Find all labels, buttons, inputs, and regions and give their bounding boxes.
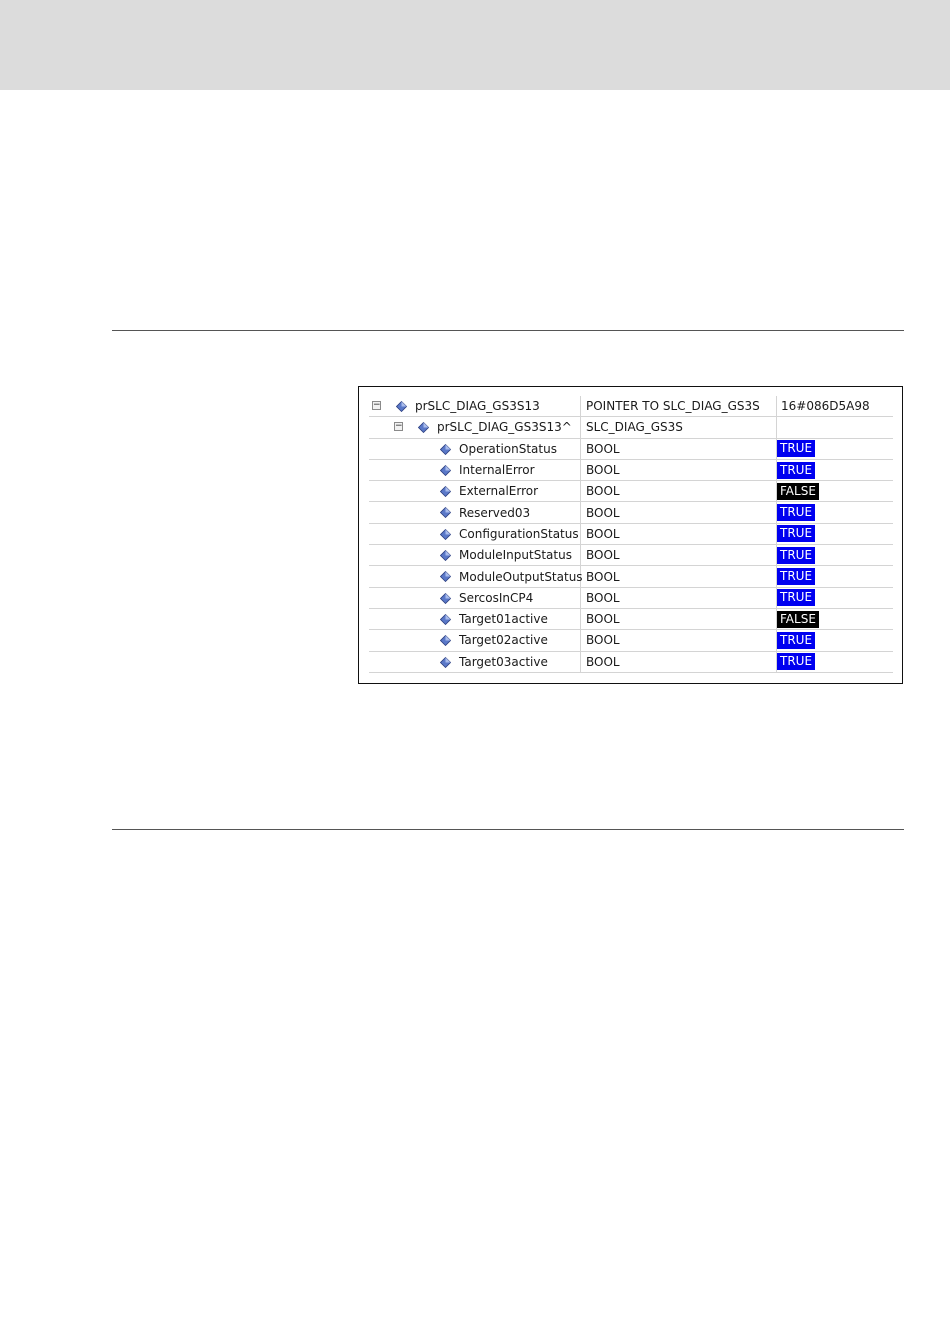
variable-diamond-icon <box>440 465 451 476</box>
bool-value-badge[interactable]: TRUE <box>777 589 815 606</box>
bool-value-badge[interactable]: FALSE <box>777 483 819 500</box>
name-cell <box>369 566 581 586</box>
variable-name: SercosInCP4 <box>459 590 534 605</box>
variable-row-root[interactable] <box>369 396 893 417</box>
section-divider-bottom <box>112 829 904 830</box>
bool-value-badge[interactable]: TRUE <box>777 568 815 585</box>
name-cell <box>369 630 581 650</box>
variable-name: Target03active <box>459 654 548 669</box>
variable-name: prSLC_DIAG_GS3S13^ <box>437 420 572 435</box>
value-cell[interactable] <box>777 460 893 480</box>
value-cell[interactable] <box>777 481 893 501</box>
variable-diamond-icon <box>440 444 451 455</box>
bool-value-badge[interactable]: TRUE <box>777 440 815 457</box>
variable-row-field[interactable] <box>369 588 893 609</box>
name-cell <box>369 439 581 459</box>
collapse-toggle-icon[interactable]: − <box>373 400 381 410</box>
value-cell[interactable] <box>777 630 893 650</box>
variable-row-field[interactable] <box>369 652 893 673</box>
type-cell: BOOL <box>581 439 777 459</box>
type-cell: SLC_DIAG_GS3S <box>581 417 777 437</box>
variable-name: ExternalError <box>459 484 539 499</box>
section-divider-top <box>112 330 904 331</box>
name-cell <box>369 609 581 629</box>
variable-diamond-icon <box>418 422 429 433</box>
struct-field-list <box>369 439 893 673</box>
value-cell: 16#086D5A98 <box>781 399 870 414</box>
variable-row-field[interactable] <box>369 481 893 502</box>
variable-name: ModuleOutputStatus <box>459 569 583 584</box>
name-cell <box>369 460 581 480</box>
variable-diamond-icon <box>440 635 451 646</box>
variable-name: Target02active <box>459 633 548 648</box>
variable-grid <box>369 396 893 673</box>
page-header-band <box>0 0 950 90</box>
variable-diamond-icon <box>440 507 451 518</box>
variable-diamond-icon <box>440 486 451 497</box>
variable-name: ModuleInputStatus <box>459 548 572 563</box>
variable-name: ConfigurationStatus <box>459 526 579 541</box>
bool-value-badge[interactable]: TRUE <box>777 547 815 564</box>
variable-row-field[interactable] <box>369 524 893 545</box>
variable-diamond-icon <box>440 571 451 582</box>
variable-row-field[interactable] <box>369 502 893 523</box>
bool-value-badge[interactable]: FALSE <box>777 611 819 628</box>
name-cell <box>369 524 581 544</box>
value-cell[interactable] <box>777 502 893 522</box>
variable-watch-panel <box>358 386 903 684</box>
type-cell: BOOL <box>581 609 777 629</box>
variable-row-field[interactable] <box>369 609 893 630</box>
value-cell[interactable] <box>777 588 893 608</box>
variable-name: Reserved03 <box>459 505 531 520</box>
variable-name: InternalError <box>459 463 535 478</box>
variable-diamond-icon <box>396 401 407 412</box>
type-cell: BOOL <box>581 652 777 672</box>
name-cell <box>369 417 581 437</box>
value-cell[interactable] <box>777 439 893 459</box>
variable-name: OperationStatus <box>459 441 557 456</box>
value-cell[interactable] <box>777 524 893 544</box>
variable-name: prSLC_DIAG_GS3S13 <box>415 399 540 414</box>
variable-row-field[interactable] <box>369 630 893 651</box>
bool-value-badge[interactable]: TRUE <box>777 653 815 670</box>
type-cell: BOOL <box>581 481 777 501</box>
type-cell: BOOL <box>581 460 777 480</box>
name-cell <box>369 481 581 501</box>
name-cell <box>369 545 581 565</box>
variable-diamond-icon <box>440 593 451 604</box>
variable-diamond-icon <box>440 529 451 540</box>
variable-diamond-icon <box>440 550 451 561</box>
value-cell[interactable] <box>777 609 893 629</box>
bool-value-badge[interactable]: TRUE <box>777 462 815 479</box>
variable-diamond-icon <box>440 614 451 625</box>
variable-row-field[interactable] <box>369 566 893 587</box>
value-cell[interactable] <box>777 566 893 586</box>
type-cell: POINTER TO SLC_DIAG_GS3S <box>581 396 777 416</box>
variable-diamond-icon <box>440 657 451 668</box>
bool-value-badge[interactable]: TRUE <box>777 504 815 521</box>
value-cell[interactable] <box>777 545 893 565</box>
bool-value-badge[interactable]: TRUE <box>777 632 815 649</box>
type-cell: BOOL <box>581 545 777 565</box>
variable-row-field[interactable] <box>369 545 893 566</box>
name-cell <box>369 502 581 522</box>
value-cell <box>777 417 893 437</box>
name-cell <box>369 396 581 416</box>
type-cell: BOOL <box>581 566 777 586</box>
name-cell <box>369 588 581 608</box>
name-cell <box>369 652 581 672</box>
value-cell[interactable] <box>777 652 893 672</box>
collapse-toggle-icon[interactable]: − <box>395 421 403 432</box>
variable-row-deref[interactable] <box>369 417 893 438</box>
variable-name: Target01active <box>459 612 548 627</box>
variable-row-field[interactable] <box>369 460 893 481</box>
type-cell: BOOL <box>581 630 777 650</box>
type-cell: BOOL <box>581 502 777 522</box>
type-cell: BOOL <box>581 524 777 544</box>
variable-row-field[interactable] <box>369 439 893 460</box>
type-cell: BOOL <box>581 588 777 608</box>
bool-value-badge[interactable]: TRUE <box>777 525 815 542</box>
